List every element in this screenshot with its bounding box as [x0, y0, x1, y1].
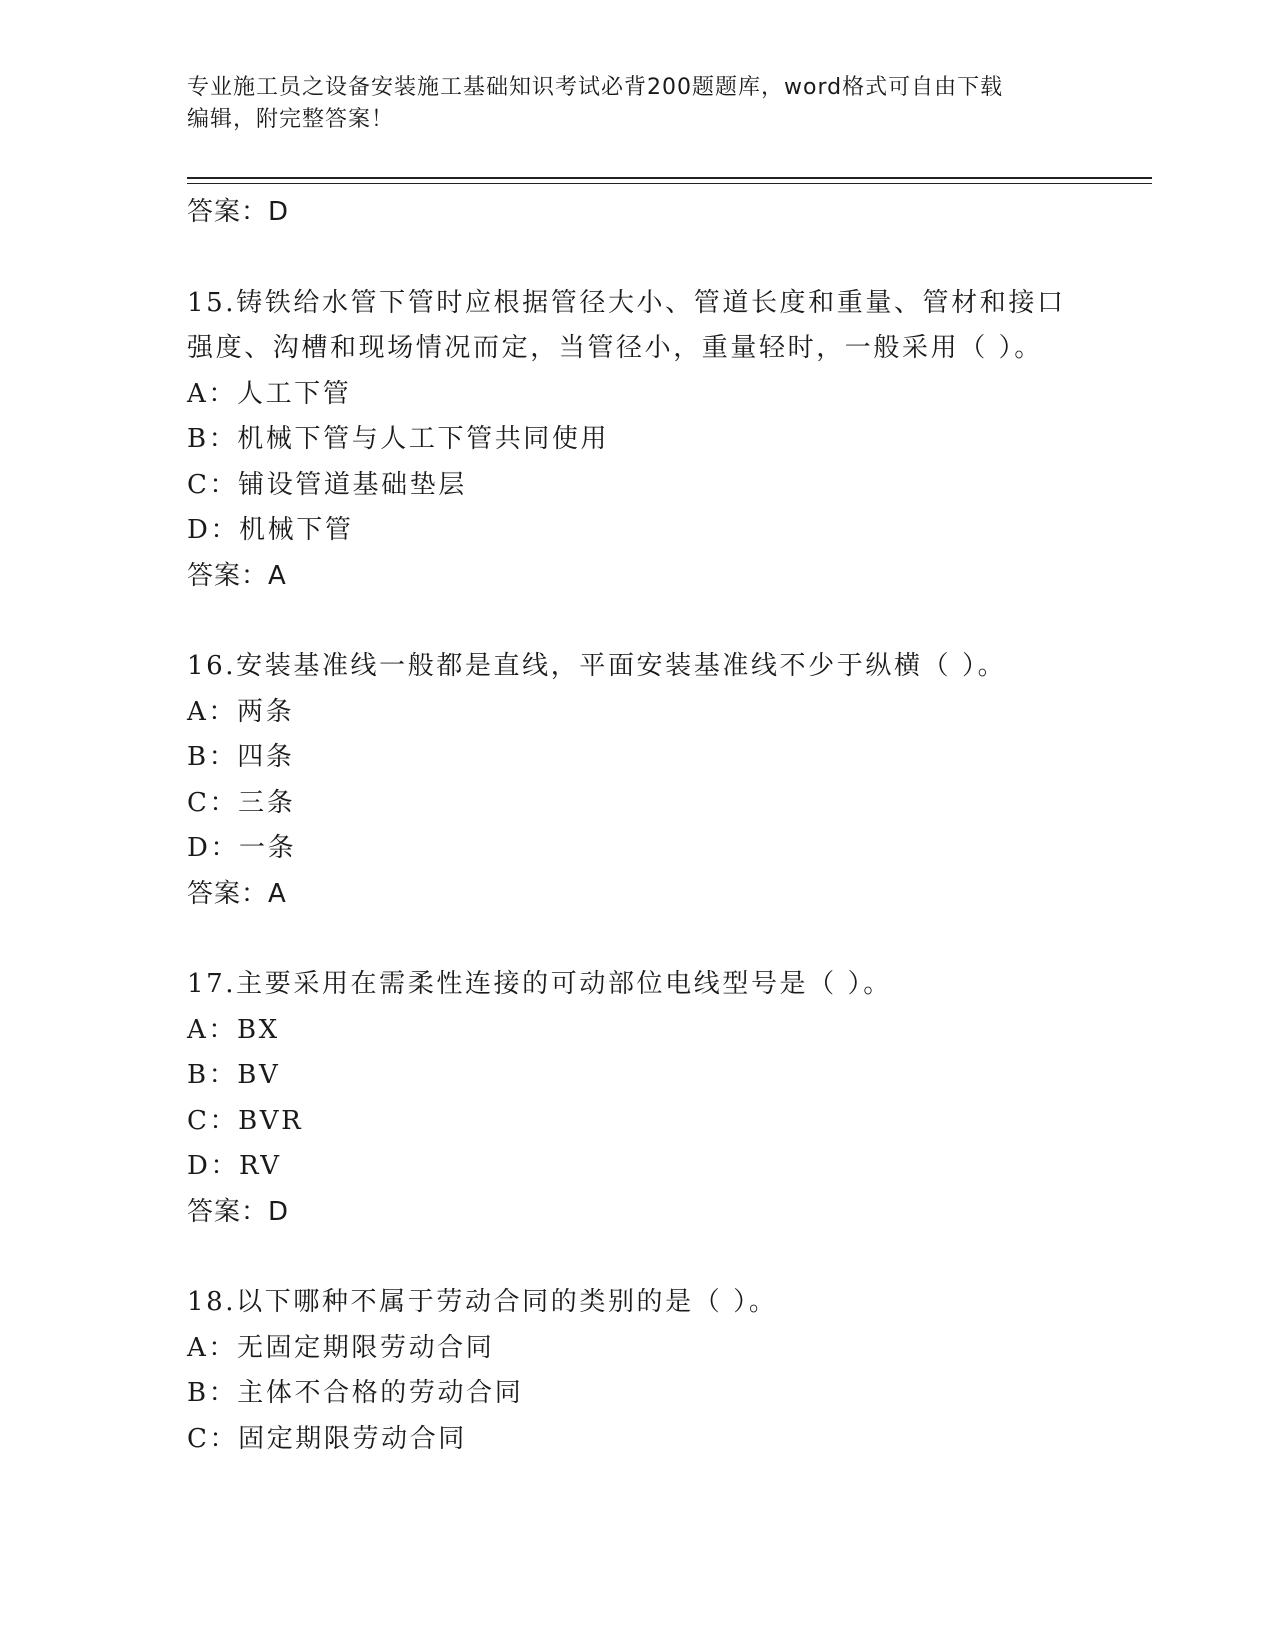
document-header: [187, 72, 1087, 136]
option-b: B：四条: [187, 742, 295, 772]
option-c: C：三条: [187, 787, 296, 818]
question-list: [187, 190, 1087, 1462]
option-a: A：两条: [187, 696, 295, 727]
option-a: A：BX: [187, 1014, 280, 1045]
question-15: [187, 281, 1087, 600]
question-stem-line: 强度、沟槽和现场情况而定，当管径小，重量轻时，一般采用（ ）。: [187, 333, 1043, 363]
answer-label: 答案：D: [187, 1196, 290, 1227]
option-d: D：一条: [187, 833, 297, 863]
option-b: B：主体不合格的劳动合同: [187, 1378, 524, 1408]
answer-label: 答案：A: [187, 560, 287, 591]
answer-label: 答案：A: [187, 878, 287, 909]
option-c: C：固定期限劳动合同: [187, 1423, 467, 1454]
previous-answer: 答案：D: [187, 197, 290, 227]
option-a: A：无固定期限劳动合同: [187, 1332, 495, 1363]
question-stem-line: 16.安装基准线一般都是直线，平面安装基准线不少于纵横（ ）。: [187, 651, 1007, 681]
option-d: D：机械下管: [187, 515, 354, 545]
question-stem-line: 15.铸铁给水管下管时应根据管径大小、管道长度和重量、管材和接口: [187, 287, 1066, 318]
question-stem-line: 17.主要采用在需柔性连接的可动部位电线型号是（ ）。: [187, 969, 892, 999]
header-line-2: 编辑，附完整答案！: [187, 107, 395, 132]
option-c: C：BVR: [187, 1105, 304, 1136]
option-a: A：人工下管: [187, 378, 352, 409]
question-16: [187, 644, 1087, 917]
option-b: B：机械下管与人工下管共同使用: [187, 424, 610, 454]
option-b: B：BV: [187, 1060, 281, 1090]
header-line-1: 专业施工员之设备安装施工基础知识考试必背200题题库，word格式可自由下载: [187, 75, 1004, 100]
header-divider-thin: [187, 183, 1152, 184]
question-17: [187, 962, 1087, 1235]
header-divider-thick: [187, 177, 1152, 179]
question-18: [187, 1280, 1087, 1462]
question-stem-line: 18.以下哪种不属于劳动合同的类别的是（ ）。: [187, 1287, 778, 1317]
option-d: D：RV: [187, 1151, 282, 1181]
option-c: C：铺设管道基础垫层: [187, 469, 467, 500]
